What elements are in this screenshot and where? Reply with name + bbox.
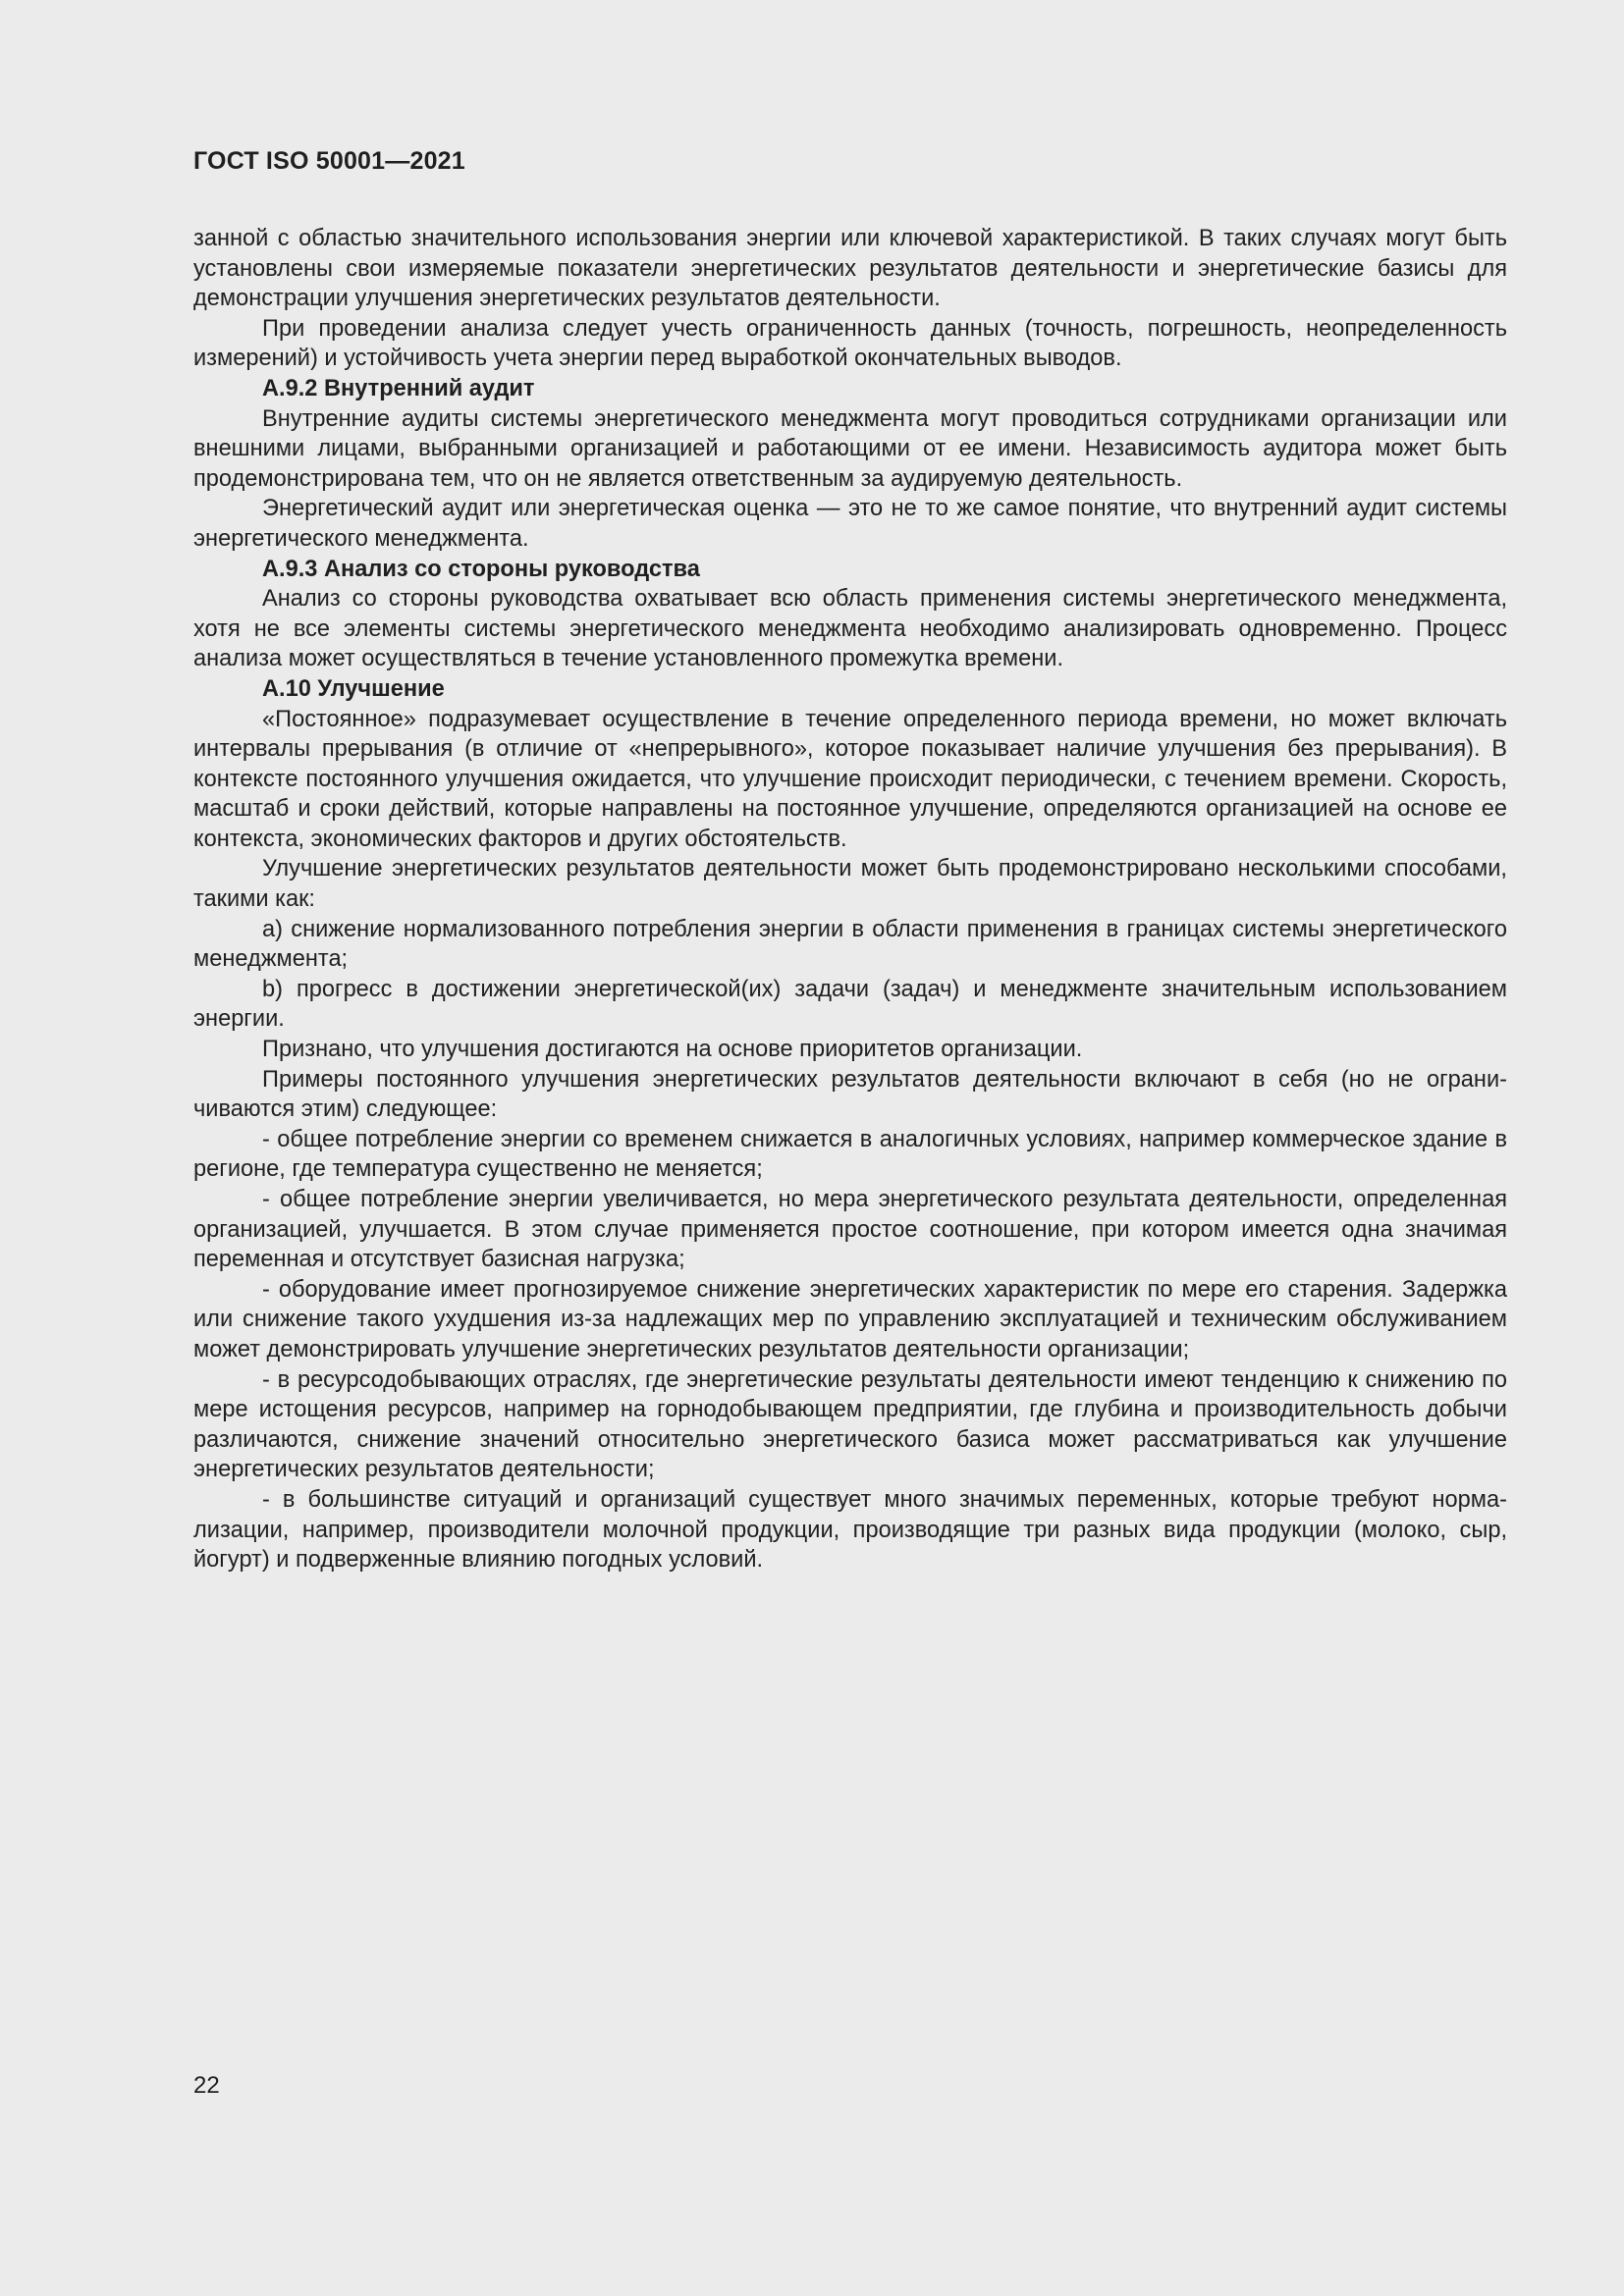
list-item: - общее потребление энергии увеличивается, но мера энергетического результата деятельности, определенная организацией, улучшается. В этом случае применяется простое соотношение, при котором имеется одна значимая переменная и отсутствует базисная нагрузка; bbox=[193, 1187, 1507, 1273]
section-heading-a92: А.9.2 Внутренний аудит bbox=[262, 375, 535, 401]
paragraph: Улучшение энергетических результатов деятельности может быть продемонстрировано несколькими способами, такими как: bbox=[193, 856, 1507, 913]
list-item-b: b) прогресс в достижении энергетической(их) задачи (задач) и менеджменте значительным использованием энергии. bbox=[193, 976, 1507, 1033]
paragraph: «Постоянное» подразумевает осуществление в течение определенного периода времени, но может включать интервалы прерывания (в отличие от «непрерывного», которое показывает наличие улучшения без прерывания). В контексте постоянного улучшения ожидается, что улучшение происходит периодически, с течением времени. Скорость, масштаб и сроки действий, которые направлены на постоянное улучшение, определяются организацией на основе ее контекста, экономических факторов и других обстоятельств. bbox=[193, 706, 1507, 852]
paragraph: занной с областью значительного использования энергии или ключевой характеристикой. В таких случаях могут быть установлены свои измеряемые показатели энергетических результатов деятельности и энергетические базисы для демонстрации улучшения энергетических результатов деятельности. bbox=[193, 226, 1507, 312]
document-header-title: ГОСТ ISO 50001—2021 bbox=[193, 147, 465, 175]
list-item: - общее потребление энергии со временем снижается в аналогичных условиях, например коммерческое здание в регионе, где температура существенно не меняется; bbox=[193, 1126, 1507, 1183]
paragraph: Внутренние аудиты системы энергетического менеджмента могут проводиться сотрудниками организации или внешними лицами, выбранными организацией и работающими от ее имени. Независимость аудитора может быть продемонстрирована тем, что он не является ответственным за аудируемую деятельность. bbox=[193, 405, 1507, 492]
section-heading-a10: А.10 Улучшение bbox=[262, 675, 445, 702]
list-item: - в ресурсодобывающих отраслях, где энергетические результаты деятельности имеют тенденцию к снижению по мере истощения ресурсов, например на горнодобывающем предприятии, где глубина и производительность добычи различаются, снижение значений относительно энергетического базиса может рассматриваться как улучшение энергетических результатов деятельности; bbox=[193, 1366, 1507, 1483]
section-heading-a93: А.9.3 Анализ со стороны руководства bbox=[262, 556, 700, 582]
document-body bbox=[193, 224, 1507, 1575]
paragraph: Анализ со стороны руководства охватывает всю область применения системы энергетического менеджмента, хотя не все элементы системы энергетического менеджмента необходимо анализировать одновременно. Процесс анализа может осуществляться в течение установленного промежутка времени. bbox=[193, 586, 1507, 672]
list-item-a: a) снижение нормализованного потребления энергии в области применения в границах системы энергетического менеджмента; bbox=[193, 916, 1507, 973]
list-item: - оборудование имеет прогнозируемое снижение энергетических характеристик по мере его старения. Задержка или снижение такого ухудшения из-за надлежащих мер по управлению эксплуатацией и техническим обслуживанием может демонстрировать улучшение энергетических результатов деятельности организации; bbox=[193, 1276, 1507, 1362]
paragraph: При проведении анализа следует учесть ограниченность данных (точность, погрешность, неопределенность измерений) и устойчивость учета энергии перед выработкой окончательных выводов. bbox=[193, 315, 1507, 372]
paragraph: Примеры постоянного улучшения энергетических результатов деятельности включают в себя (но не ограничиваются этим) следующее: bbox=[193, 1066, 1507, 1123]
list-item: - в большинстве ситуаций и организаций существует много значимых переменных, которые требуют нормализации, например, производители молочной продукции, производящие три разных вида продукции (молоко, сыр, йогурт) и подверженные влиянию погодных условий. bbox=[193, 1486, 1507, 1574]
page-number: 22 bbox=[193, 2072, 220, 2099]
paragraph: Признано, что улучшения достигаются на основе приоритетов организации. bbox=[262, 1037, 1083, 1063]
paragraph: Энергетический аудит или энергетическая оценка — это не то же самое понятие, что внутренний аудит системы энергетического менеджмента. bbox=[193, 496, 1507, 552]
